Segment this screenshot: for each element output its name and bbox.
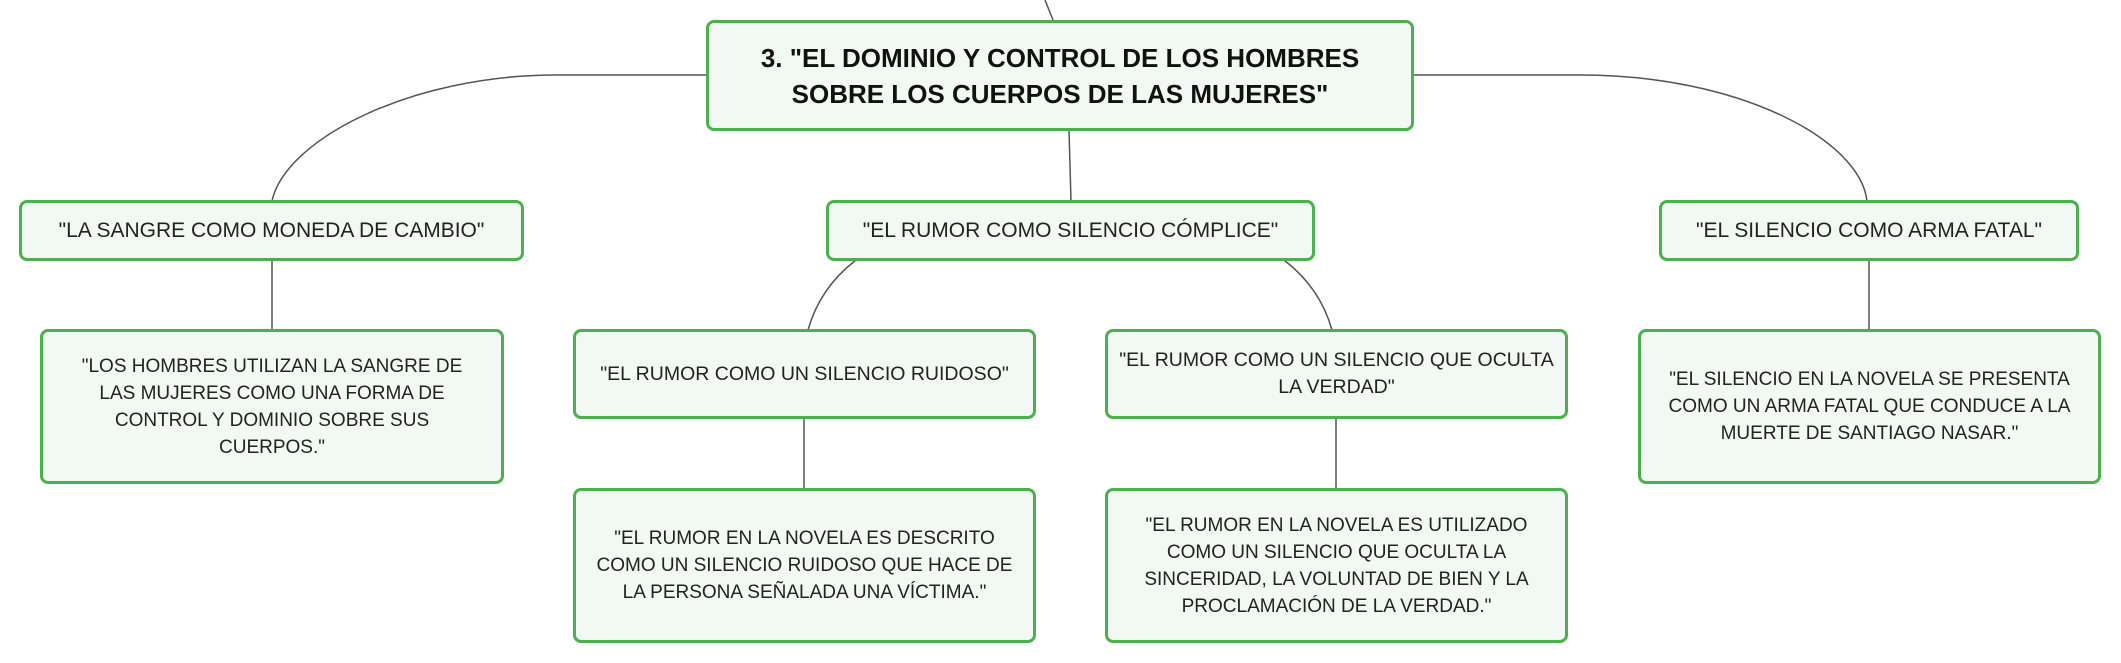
- leaf-node-label: "EL RUMOR EN LA NOVELA ES DESCRITO COMO UN SILENCIO RUIDOSO QUE HACE DE LA PERSONA SEÑALADA UNA VÍCTIMA.": [596, 528, 1013, 603]
- connector-root-to-branch-sangre: [272, 75, 706, 201]
- leaf-node-label: "EL RUMOR EN LA NOVELA ES UTILIZADO COMO UN SILENCIO QUE OCULTA LA SINCERIDAD, LA VOLUNTAD DE BIEN Y LA PROCLAMACIÓN DE LA VERDAD.": [1144, 514, 1529, 617]
- connector-parent-to-root: [1045, 0, 1053, 20]
- root-node-label: 3. "EL DOMINIO Y CONTROL DE LOS HOMBRES SOBRE LOS CUERPOS DE LAS MUJERES": [760, 42, 1360, 109]
- leaf-node-label: "LOS HOMBRES UTILIZAN LA SANGRE DE LAS MUJERES COMO UNA FORMA DE CONTROL Y DOMINIO SOBRE SUS CUERPOS.": [81, 355, 463, 458]
- connector-root-to-branch-rumor: [1069, 130, 1071, 201]
- leaf-node-sangre[interactable]: [40, 329, 504, 484]
- leaf-node-ruidoso[interactable]: [573, 488, 1036, 643]
- connector-rumor-to-oculta: [1284, 260, 1332, 330]
- root-node[interactable]: [706, 20, 1414, 131]
- branch-node-label: "EL RUMOR COMO SILENCIO CÓMPLICE": [862, 218, 1279, 242]
- branch-node-sangre[interactable]: [19, 200, 524, 261]
- subbranch-node-oculta[interactable]: [1105, 329, 1568, 419]
- connector-rumor-to-ruidoso: [808, 260, 856, 330]
- subbranch-node-label: "EL RUMOR COMO UN SILENCIO QUE OCULTA LA VERDAD": [1119, 349, 1554, 398]
- leaf-node-silencio[interactable]: [1638, 329, 2101, 484]
- connector-root-to-branch-silencio: [1414, 75, 1867, 201]
- leaf-node-label: "EL SILENCIO EN LA NOVELA SE PRESENTA COMO UN ARMA FATAL QUE CONDUCE A LA MUERTE DE SANTIAGO NASAR.": [1668, 369, 2071, 444]
- subbranch-node-ruidoso[interactable]: [573, 329, 1036, 419]
- branch-node-rumor[interactable]: [826, 200, 1315, 261]
- leaf-node-oculta[interactable]: [1105, 488, 1568, 643]
- branch-node-label: "LA SANGRE COMO MONEDA DE CAMBIO": [58, 218, 485, 242]
- subbranch-node-label: "EL RUMOR COMO UN SILENCIO RUIDOSO": [600, 362, 1009, 385]
- branch-node-silencio[interactable]: [1659, 200, 2079, 261]
- branch-node-label: "EL SILENCIO COMO ARMA FATAL": [1696, 218, 2042, 242]
